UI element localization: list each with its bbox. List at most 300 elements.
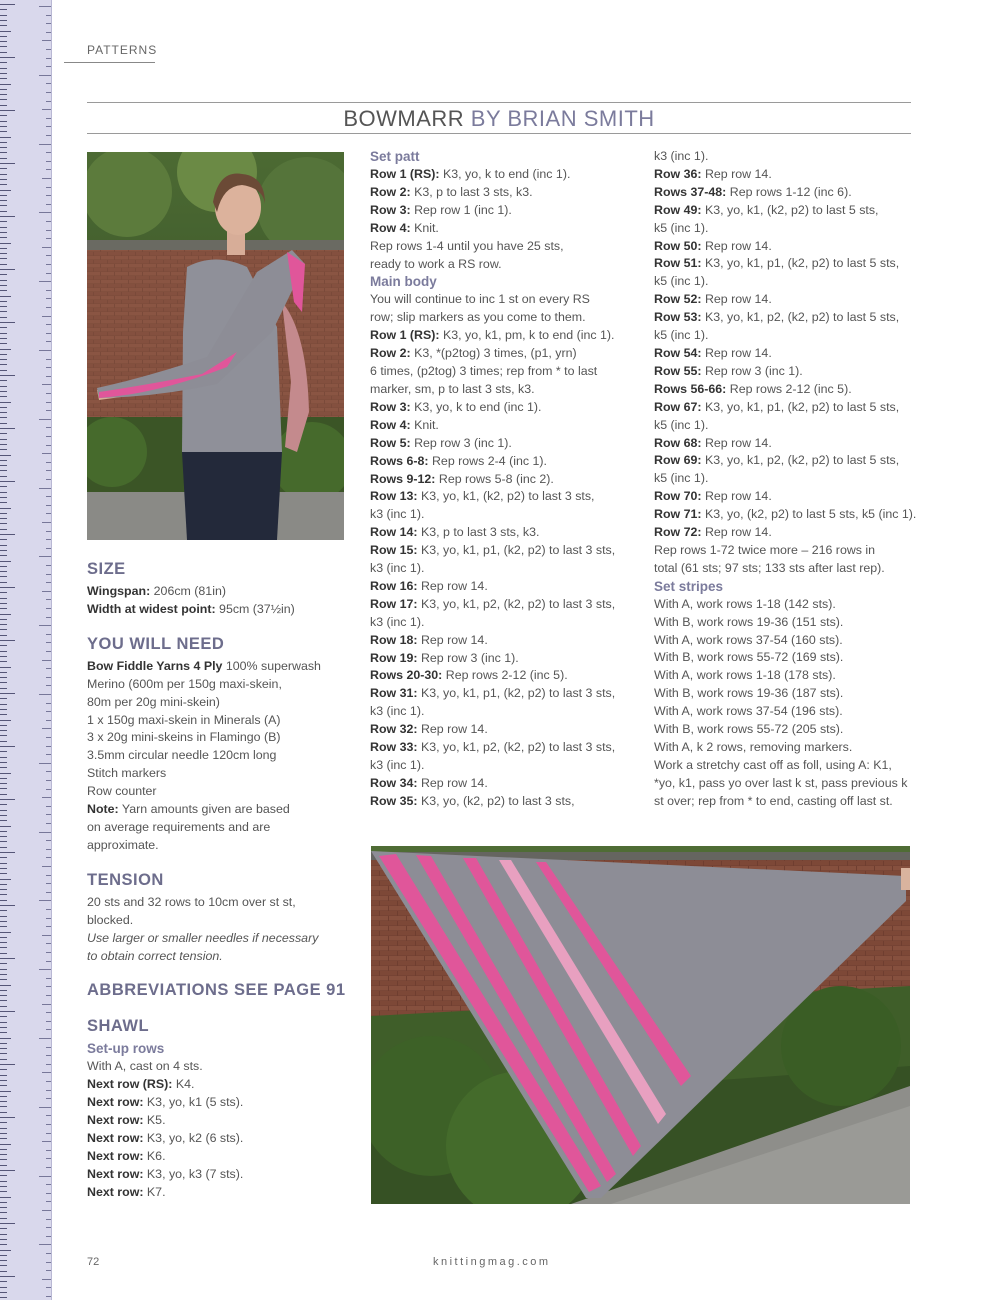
ruler-tick: [46, 169, 51, 170]
ruler-tick: [46, 711, 51, 712]
ruler-tick: [46, 1270, 51, 1271]
ruler-tick: [0, 1271, 7, 1272]
ruler-tick: [0, 582, 7, 583]
pattern-line: total (61 sts; 97 sts; 133 sts after last rep).: [654, 560, 885, 575]
tension-italic: [87, 930, 347, 966]
ruler-tick: [0, 486, 7, 487]
ruler-tick: [46, 677, 51, 678]
ruler-tick: [0, 380, 7, 381]
ruler-tick: [46, 737, 51, 738]
ruler-tick: [42, 178, 51, 179]
ruler-tick: [46, 307, 51, 308]
ruler-tick: [39, 969, 51, 970]
ruler-tick: [0, 200, 7, 201]
ruler-tick: [0, 1265, 7, 1266]
ruler-tick: [0, 9, 7, 10]
ruler-tick: [0, 1006, 7, 1007]
ruler-tick: [0, 709, 7, 710]
ruler-tick: [0, 36, 7, 37]
ruler-tick: [0, 826, 11, 827]
pattern-line: k3 (inc 1).: [370, 758, 425, 772]
title-main: BOWMARR: [343, 106, 465, 131]
ruler-tick: [0, 677, 7, 678]
ruler-tick: [46, 1262, 51, 1263]
ruler-tick: [46, 1047, 51, 1048]
ruler-tick: [0, 349, 11, 350]
title-byline: BY BRIAN SMITH: [470, 106, 655, 131]
ruler-tick: [0, 629, 7, 630]
pattern-line: With A, work rows 1-18 (178 sts).: [654, 668, 836, 683]
ruler-tick: [0, 1043, 7, 1044]
ruler-tick: [46, 195, 51, 196]
ruler-tick: [46, 1124, 51, 1125]
ruler-tick: [39, 350, 51, 351]
ruler-tick: [46, 634, 51, 635]
ruler-tick: [0, 460, 7, 461]
ruler-tick: [46, 823, 51, 824]
ruler-tick: [0, 735, 7, 736]
ruler-tick: [0, 46, 7, 47]
ruler-tick: [0, 1159, 7, 1160]
pattern-line: Rows 9-12: Rep rows 5-8 (inc 2).: [370, 471, 554, 486]
ruler-tick: [46, 1081, 51, 1082]
ruler-tick: [0, 1255, 7, 1256]
ruler-tick: [0, 1059, 7, 1060]
pattern-line: Stitch markers: [87, 766, 167, 781]
ruler-tick: [46, 995, 51, 996]
ruler-tick: [0, 773, 11, 774]
ruler-tick: [46, 1296, 51, 1297]
ruler-tick: [0, 810, 7, 811]
ruler-tick: [46, 1158, 51, 1159]
ruler-tick: [46, 118, 51, 119]
ruler-tick: [0, 926, 7, 927]
ruler-tick: [0, 1165, 7, 1166]
ruler-tick: [0, 301, 7, 302]
pattern-line: Row 34: Rep row 14.: [370, 775, 488, 790]
ruler-tick: [46, 496, 51, 497]
ruler-tick: [39, 694, 51, 695]
pattern-line: Note: Yarn amounts given are based: [87, 802, 290, 817]
ruler-tick: [46, 771, 51, 772]
pattern-line: Row 19: Rep row 3 (inc 1).: [370, 650, 519, 665]
pattern-line: Next row (RS): K4.: [87, 1077, 195, 1092]
ruler-tick: [0, 57, 15, 58]
pattern-line: k3 (inc 1).: [370, 507, 425, 522]
pattern-line: Rows 56-66: Rep rows 2-12 (inc 5).: [654, 381, 852, 396]
italic-line: to obtain correct tension.: [87, 948, 223, 963]
ruler-tick: [46, 926, 51, 927]
pattern-line: Row 4: Knit.: [370, 417, 439, 432]
ruler-tick: [0, 767, 7, 768]
continued-lines: [654, 148, 917, 578]
ruler-tick: [0, 115, 7, 116]
pattern-line: Row 71: K3, yo, (k2, p2) to last 5 sts, k5 (inc 1).: [654, 507, 917, 522]
ruler-tick: [0, 672, 7, 673]
ruler-tick: [46, 1219, 51, 1220]
ruler-tick: [0, 979, 7, 980]
ruler-tick: [0, 285, 7, 286]
ruler-tick: [0, 1022, 7, 1023]
ruler-tick: [0, 1191, 7, 1192]
pattern-line: Next row: K6.: [87, 1148, 166, 1163]
text-line: 20 sts and 32 rows to 10cm over st st,: [87, 894, 296, 909]
ruler-tick: [46, 1227, 51, 1228]
ruler-tick: [0, 539, 7, 540]
ruler-tick: [0, 1085, 7, 1086]
ruler-tick: [46, 161, 51, 162]
ruler-tick: [0, 407, 7, 408]
ruler-tick: [0, 52, 7, 53]
pattern-line: Row 69: K3, yo, k1, p2, (k2, p2) to last 5 sts,: [654, 453, 900, 468]
ruler-tick: [0, 682, 7, 683]
ruler-tick: [46, 943, 51, 944]
ruler-tick: [0, 311, 7, 312]
ruler-tick: [0, 423, 7, 424]
ruler-tick: [0, 592, 7, 593]
ruler-tick: [0, 953, 7, 954]
ruler-tick: [46, 918, 51, 919]
ruler-tick: [0, 121, 7, 122]
ruler-tick: [0, 412, 7, 413]
ruler-tick: [46, 978, 51, 979]
ruler-tick: [0, 1122, 7, 1123]
ruler-tick: [46, 255, 51, 256]
ruler-tick: [46, 1236, 51, 1237]
ruler-tick: [46, 290, 51, 291]
ruler-tick: [42, 453, 51, 454]
page-title: [87, 106, 911, 132]
ruler-tick: [39, 488, 51, 489]
ruler-tick: [0, 693, 15, 694]
ruler-tick: [46, 376, 51, 377]
ruler-tick: [0, 857, 7, 858]
ruler-tick: [46, 505, 51, 506]
ruler-tick: [46, 410, 51, 411]
ruler-tick: [46, 462, 51, 463]
ruler-tick: [39, 900, 51, 901]
ruler-tick: [46, 221, 51, 222]
ruler-tick: [42, 522, 51, 523]
ruler-tick: [0, 253, 7, 254]
ruler-tick: [0, 306, 7, 307]
ruler-tick: [46, 539, 51, 540]
ruler-tick: [0, 280, 7, 281]
ruler-tick: [46, 1287, 51, 1288]
ruler-tick: [0, 243, 11, 244]
ruler-tick: [46, 582, 51, 583]
ruler-tick: [0, 1011, 15, 1012]
ruler-tick: [0, 916, 7, 917]
ruler-tick: [0, 778, 7, 779]
pattern-line: *yo, k1, pass yo over last k st, pass previous k: [654, 775, 908, 790]
ruler-tick: [46, 126, 51, 127]
ruler-tick: [0, 741, 7, 742]
ruler-tick: [0, 84, 11, 85]
pattern-line: With A, work rows 1-18 (142 sts).: [654, 596, 836, 611]
ruler-tick: [46, 1201, 51, 1202]
pattern-line: row; slip markers as you come to them.: [370, 310, 586, 325]
pattern-line: Rep rows 1-4 until you have 25 sts,: [370, 238, 564, 253]
ruler-tick: [0, 783, 7, 784]
ruler-tick: [0, 820, 7, 821]
ruler-tick: [46, 703, 51, 704]
pattern-line: Row 72: Rep row 14.: [654, 525, 772, 540]
ruler-tick: [0, 1101, 7, 1102]
pattern-line: Row 55: Rep row 3 (inc 1).: [654, 363, 803, 378]
ruler-tick: [0, 794, 7, 795]
ruler-tick: [0, 555, 7, 556]
pattern-line: Rows 6-8: Rep rows 2-4 (inc 1).: [370, 453, 547, 468]
ruler-tick: [46, 436, 51, 437]
ruler-tick: [0, 4, 15, 5]
ruler-tick: [0, 852, 15, 853]
ruler-tick: [0, 1038, 11, 1039]
ruler-tick: [0, 905, 15, 906]
pattern-line: With A, work rows 37-54 (160 sts).: [654, 632, 843, 647]
ruler-tick: [46, 651, 51, 652]
ruler-strip: [0, 0, 52, 1300]
ruler-tick: [0, 985, 11, 986]
ruler-tick: [0, 502, 7, 503]
tension-lines: [87, 894, 347, 930]
ruler-tick: [46, 1021, 51, 1022]
column-right: [654, 148, 917, 811]
page-number: 72: [87, 1256, 100, 1268]
ruler-tick: [0, 317, 7, 318]
ruler-tick: [0, 444, 7, 445]
ruler-tick: [0, 1080, 7, 1081]
shawl-photo: [371, 846, 910, 1204]
ruler-tick: [0, 1170, 15, 1171]
pattern-line: Row 2: K3, p to last 3 sts, k3.: [370, 184, 533, 199]
ruler-tick: [0, 370, 7, 371]
ruler-tick: [0, 31, 11, 32]
ruler-tick: [0, 227, 7, 228]
ruler-tick: [0, 932, 11, 933]
pattern-line: Row 4: Knit.: [370, 220, 439, 235]
pattern-line: Row 36: Rep row 14.: [654, 166, 772, 181]
pattern-line: Row 49: K3, yo, k1, (k2, p2) to last 5 sts,: [654, 202, 879, 217]
ruler-tick: [46, 531, 51, 532]
ruler-tick: [46, 565, 51, 566]
pattern-line: Width at widest point: 95cm (37½in): [87, 601, 295, 616]
ruler-tick: [0, 1128, 7, 1129]
ruler-tick: [0, 1053, 7, 1054]
ruler-tick: [0, 1250, 11, 1251]
ruler-tick: [46, 754, 51, 755]
size-lines: [87, 583, 347, 619]
ruler-tick: [0, 815, 7, 816]
ruler-tick: [46, 1029, 51, 1030]
ruler-tick: [46, 814, 51, 815]
ruler-tick: [46, 1098, 51, 1099]
ruler-tick: [0, 969, 7, 970]
ruler-tick: [46, 840, 51, 841]
ruler-tick: [46, 92, 51, 93]
pattern-line: Row 14: K3, p to last 3 sts, k3.: [370, 525, 540, 540]
ruler-tick: [0, 274, 7, 275]
ruler-tick: [46, 83, 51, 84]
ruler-tick: [0, 725, 7, 726]
ruler-tick: [0, 751, 7, 752]
ruler-tick: [0, 248, 7, 249]
ruler-tick: [0, 131, 7, 132]
pattern-line: Row 3: Rep row 1 (inc 1).: [370, 202, 512, 217]
ruler-tick: [0, 439, 7, 440]
ruler-tick: [46, 857, 51, 858]
ruler-tick: [46, 617, 51, 618]
ruler-tick: [39, 556, 51, 557]
ruler-tick: [0, 1244, 7, 1245]
column-left: [87, 558, 347, 1202]
ruler-tick: [0, 1276, 15, 1277]
ruler-tick: [0, 41, 7, 42]
ruler-tick: [0, 1016, 7, 1017]
pattern-line: Row 31: K3, yo, k1, p1, (k2, p2) to last 3 sts,: [370, 686, 616, 701]
pattern-line: Next row: K5.: [87, 1113, 166, 1128]
ruler-tick: [42, 40, 51, 41]
pattern-line: With B, work rows 55-72 (169 sts).: [654, 650, 844, 665]
ruler-tick: [0, 396, 7, 397]
ruler-tick: [0, 1175, 7, 1176]
column-middle: [370, 148, 632, 811]
ruler-tick: [0, 788, 7, 789]
pattern-line: Row 33: K3, yo, k1, p2, (k2, p2) to last 3 sts,: [370, 740, 616, 755]
setup-heading: Set-up rows: [87, 1041, 165, 1057]
pattern-line: With A, k 2 rows, removing markers.: [654, 740, 853, 754]
ruler-tick: [0, 698, 7, 699]
ruler-tick: [42, 109, 51, 110]
pattern-line: k3 (inc 1).: [370, 614, 425, 629]
ruler-tick: [0, 523, 7, 524]
ruler-tick: [0, 995, 7, 996]
pattern-line: Row 70: Rep row 14.: [654, 489, 772, 504]
ruler-tick: [46, 849, 51, 850]
ruler-tick: [0, 1000, 7, 1001]
ruler-tick: [0, 465, 7, 466]
ruler-tick: [42, 797, 51, 798]
pattern-line: k3 (inc 1).: [370, 561, 425, 576]
ruler-tick: [0, 142, 7, 143]
ruler-tick: [0, 545, 7, 546]
ruler-tick: [0, 937, 7, 938]
ruler-tick: [0, 359, 7, 360]
ruler-tick: [42, 384, 51, 385]
ruler-tick: [42, 660, 51, 661]
ruler-tick: [0, 1064, 15, 1065]
ruler-tick: [0, 836, 7, 837]
ruler-tick: [46, 642, 51, 643]
pattern-line: 80m per 20g mini-skein): [87, 694, 220, 709]
pattern-line: k3 (inc 1).: [654, 149, 709, 163]
ruler-tick: [0, 296, 11, 297]
ruler-tick: [0, 1138, 7, 1139]
ruler-tick: [46, 324, 51, 325]
ruler-tick: [0, 364, 7, 365]
ruler-tick: [39, 832, 51, 833]
ruler-tick: [0, 375, 15, 376]
ruler-tick: [0, 884, 7, 885]
pattern-line: ready to work a RS row.: [370, 256, 502, 271]
pattern-line: Work a stretchy cast off as foll, using A: K1,: [654, 757, 892, 772]
pattern-line: Row 1 (RS): K3, yo, k to end (inc 1).: [370, 167, 571, 181]
title-rule-top: [87, 102, 911, 103]
ruler-tick: [0, 184, 7, 185]
ruler-tick: [0, 158, 7, 159]
ruler-tick: [0, 333, 7, 334]
ruler-tick: [46, 479, 51, 480]
ruler-tick: [0, 481, 15, 482]
ruler-tick: [46, 1064, 51, 1065]
ruler-tick: [46, 806, 51, 807]
ruler-tick: [0, 428, 15, 429]
ruler-tick: [39, 6, 51, 7]
ruler-tick: [46, 273, 51, 274]
pattern-line: Row 52: Rep row 14.: [654, 292, 772, 307]
ruler-tick: [0, 1197, 11, 1198]
ruler-tick: [0, 1096, 7, 1097]
abbreviations-heading: ABBREVIATIONS SEE PAGE 91: [87, 981, 346, 1000]
ruler-tick: [42, 728, 51, 729]
ruler-tick: [39, 1038, 51, 1039]
pattern-line: k5 (inc 1).: [654, 274, 709, 289]
ruler-tick: [0, 78, 7, 79]
ruler-tick: [0, 974, 7, 975]
ruler-tick: [0, 455, 11, 456]
ruler-tick: [46, 1115, 51, 1116]
ruler-tick: [0, 894, 7, 895]
pattern-line: Row 18: Rep row 14.: [370, 632, 488, 647]
ruler-tick: [0, 1181, 7, 1182]
pattern-line: Merino (600m per 150g maxi-skein,: [87, 676, 282, 691]
pattern-line: k5 (inc 1).: [654, 220, 709, 235]
ruler-tick: [0, 232, 7, 233]
pattern-line: Rows 37-48: Rep rows 1-12 (inc 6).: [654, 184, 852, 199]
ruler-tick: [46, 15, 51, 16]
ruler-tick: [0, 470, 7, 471]
ruler-tick: [0, 1069, 7, 1070]
pattern-line: Row 15: K3, yo, k1, p1, (k2, p2) to last 3 sts,: [370, 543, 616, 558]
ruler-tick: [0, 327, 7, 328]
ruler-tick: [0, 68, 7, 69]
ruler-tick: [46, 1167, 51, 1168]
ruler-tick: [0, 492, 7, 493]
pattern-line: With B, work rows 55-72 (205 sts).: [654, 722, 844, 737]
ruler-tick: [46, 187, 51, 188]
ruler-tick: [0, 1202, 7, 1203]
ruler-tick: [0, 900, 7, 901]
ruler-tick: [0, 704, 7, 705]
ruler-tick: [0, 174, 7, 175]
ruler-tick: [0, 1228, 7, 1229]
ruler-tick: [0, 889, 7, 890]
ruler-tick: [39, 144, 51, 145]
main-body-heading: Main body: [370, 274, 437, 290]
shawl-heading: SHAWL: [87, 1017, 150, 1036]
ruler-tick: [0, 804, 7, 805]
ruler-tick: [0, 433, 7, 434]
ruler-tick: [46, 341, 51, 342]
ruler-tick: [46, 1090, 51, 1091]
ruler-tick: [42, 1141, 51, 1142]
ruler-tick: [0, 762, 7, 763]
ruler-tick: [46, 333, 51, 334]
ruler-tick: [0, 1112, 7, 1113]
ruler-tick: [0, 841, 7, 842]
pattern-line: on average requirements and are: [87, 819, 271, 834]
ruler-tick: [0, 799, 15, 800]
